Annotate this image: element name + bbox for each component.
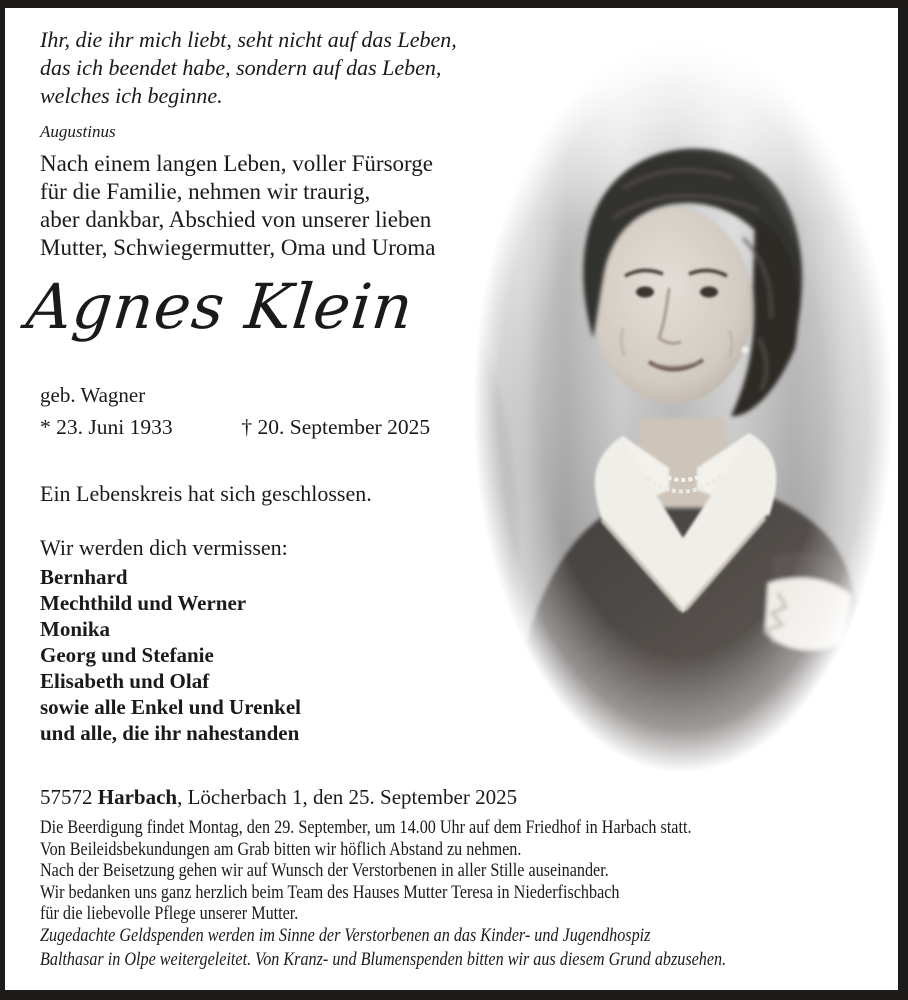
intro-paragraph [40, 150, 435, 262]
mourner: sowie alle Enkel und Urenkel [40, 695, 301, 719]
deceased-name: Agnes Klein [23, 270, 418, 343]
quote-line: das ich beendet habe, sondern auf das Leben, [40, 55, 442, 80]
mourner: Mechthild und Werner [40, 591, 247, 615]
funeral-line: für die liebevolle Pflege unserer Mutter. [40, 903, 299, 924]
missing-intro: Wir werden dich vermissen: [40, 535, 288, 560]
quote-line: Ihr, die ihr mich liebt, seht nicht auf das Leben, [40, 27, 457, 52]
mourner: Monika [40, 617, 111, 641]
opening-quote [40, 26, 457, 146]
mourner: Bernhard [40, 565, 128, 589]
portrait-photo-art [473, 38, 893, 773]
donation-line: Zugedachte Geldspenden werden im Sinne der Verstorbenen an das Kinder- und Jugendhospiz [40, 925, 651, 946]
closing-line: Ein Lebenskreis hat sich geschlossen. [40, 481, 372, 506]
place-dateline [40, 785, 517, 810]
quote-line: welches ich beginne. [40, 83, 223, 108]
obituary-notice [5, 8, 898, 990]
birth-date: * 23. Juni 1933 [40, 415, 173, 439]
intro-line: aber dankbar, Abschied von unserer lieben [40, 207, 432, 232]
donation-line: Balthasar in Olpe weitergeleitet. Von Kranz- und Blumenspenden bitten wir aus diesem Grund abzusehen. [40, 949, 727, 970]
funeral-information [40, 817, 899, 925]
quote-attribution: Augustinus [40, 122, 116, 141]
donation-note [40, 924, 899, 972]
city-name: Harbach [97, 785, 178, 809]
funeral-line: Die Beerdigung findet Montag, den 29. September, um 14.00 Uhr auf dem Friedhof in Harbach statt. [40, 817, 692, 838]
maiden-name: geb. Wagner [40, 383, 146, 407]
funeral-line: Nach der Beisetzung gehen wir auf Wunsch der Verstorbenen in aller Stille auseinander. [40, 860, 609, 881]
address-rest: , Löcherbach 1, den 25. September 2025 [177, 785, 518, 809]
funeral-line: Wir bedanken uns ganz herzlich beim Team des Hauses Mutter Teresa in Niederfischbach [40, 881, 620, 903]
mourner: Elisabeth und Olaf [40, 669, 210, 693]
funeral-line: Von Beileidsbekundungen am Grab bitten wir höflich Abstand zu nehmen. [40, 838, 522, 860]
life-dates [40, 415, 430, 440]
zip-code: 57572 [40, 785, 98, 809]
death-date: † 20. September 2025 [241, 415, 431, 439]
intro-line: Nach einem langen Leben, voller Fürsorge [40, 151, 433, 176]
intro-line: für die Familie, nehmen wir traurig, [40, 179, 371, 204]
mourner: und alle, die ihr nahestanden [40, 721, 300, 745]
mourners-list [40, 564, 301, 746]
intro-line: Mutter, Schwiegermutter, Oma und Uroma [40, 235, 436, 260]
portrait-photo [473, 38, 893, 773]
mourner: Georg und Stefanie [40, 643, 214, 667]
